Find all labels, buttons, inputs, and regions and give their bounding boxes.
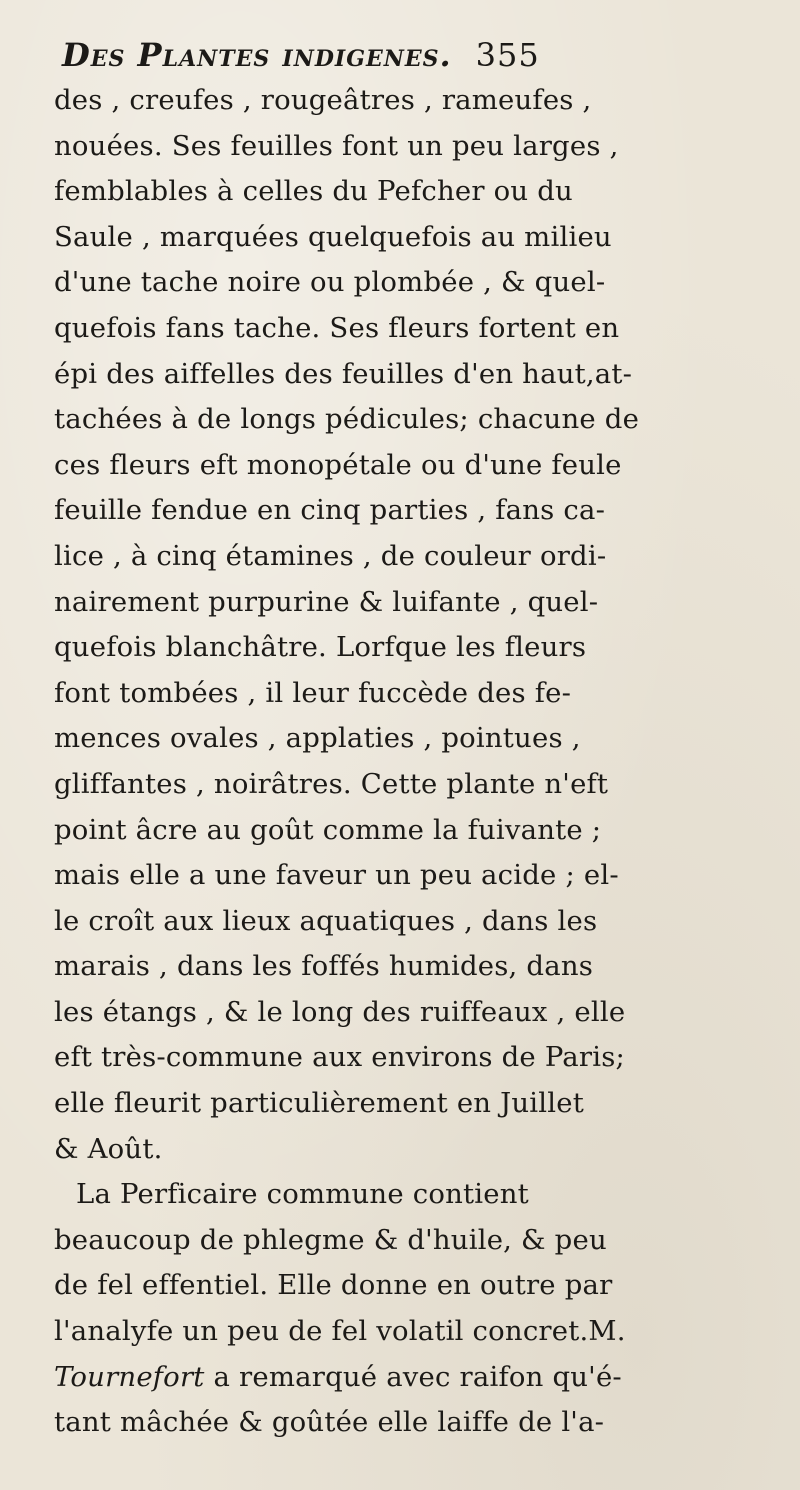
text-line: quefois blanchâtre. Lorfque les fleurs	[54, 631, 587, 664]
text-line: point âcre au goût comme la fuivante ;	[54, 813, 602, 846]
text-line: de fel effentiel. Elle donne en outre par	[54, 1269, 613, 1302]
text-line: mais elle a une faveur un peu acide ; el-	[54, 859, 619, 892]
text-line: quefois fans tache. Ses fleurs fortent en	[54, 311, 620, 344]
text-line: nairement purpurine & luifante , quel-	[54, 585, 599, 618]
text-line: le croît aux lieux aquatiques , dans les	[54, 904, 598, 937]
text-line: lice , à cinq étamines , de couleur ordi-	[54, 539, 607, 572]
running-title: Des Plantes indigenes.	[62, 36, 452, 74]
text-line: l'analyfe un peu de fel volatil concret.M.	[54, 1315, 626, 1348]
paragraph-start-line: La Perficaire commune contient	[76, 1178, 529, 1211]
text-line: tant mâchée & goûtée elle laiffe de l'a-	[54, 1406, 605, 1439]
text-line: tachées à de longs pédicules; chacune de	[54, 403, 640, 436]
text-line	[54, 1355, 790, 1401]
text-line: épi des aiffelles des feuilles d'en haut,at-	[54, 357, 633, 390]
text-line: nouées. Ses feuilles font un peu larges ,	[54, 129, 619, 162]
text-line: font tombées , il leur fuccède des fe-	[54, 676, 572, 709]
text-line: eft très-commune aux environs de Paris;	[54, 1041, 626, 1074]
text-line: mences ovales , applaties , pointues ,	[54, 722, 581, 755]
text-line: ces fleurs eft monopétale ou d'une feule	[54, 448, 622, 481]
text-line: beaucoup de phlegme & d'huile, & peu	[54, 1223, 607, 1256]
text-line: & Août.	[54, 1132, 163, 1165]
text-line: femblables à celles du Pefcher ou du	[54, 175, 573, 208]
text-line: d'une tache noire ou plombée , & quel-	[54, 266, 606, 299]
page-number: 355	[475, 36, 540, 74]
text-line: elle fleurit particulièrement en Juillet	[54, 1087, 584, 1120]
text-line: marais , dans les foffés humides, dans	[54, 950, 594, 983]
text-span: a remarqué avec raifon qu'é-	[204, 1360, 622, 1393]
text-line: les étangs , & le long des ruiffeaux , elle	[54, 995, 626, 1028]
running-header	[62, 30, 782, 80]
body-text	[54, 78, 790, 1446]
text-line: des , creufes , rougeâtres , rameufes ,	[54, 84, 592, 116]
text-line: feuille fendue en cinq parties , fans ca-	[54, 494, 606, 527]
text-line: Saule , marquées quelquefois au milieu	[54, 220, 612, 253]
text-line: gliffantes , noirâtres. Cette plante n'eft	[54, 767, 609, 800]
author-name: Tournefort	[54, 1360, 205, 1393]
